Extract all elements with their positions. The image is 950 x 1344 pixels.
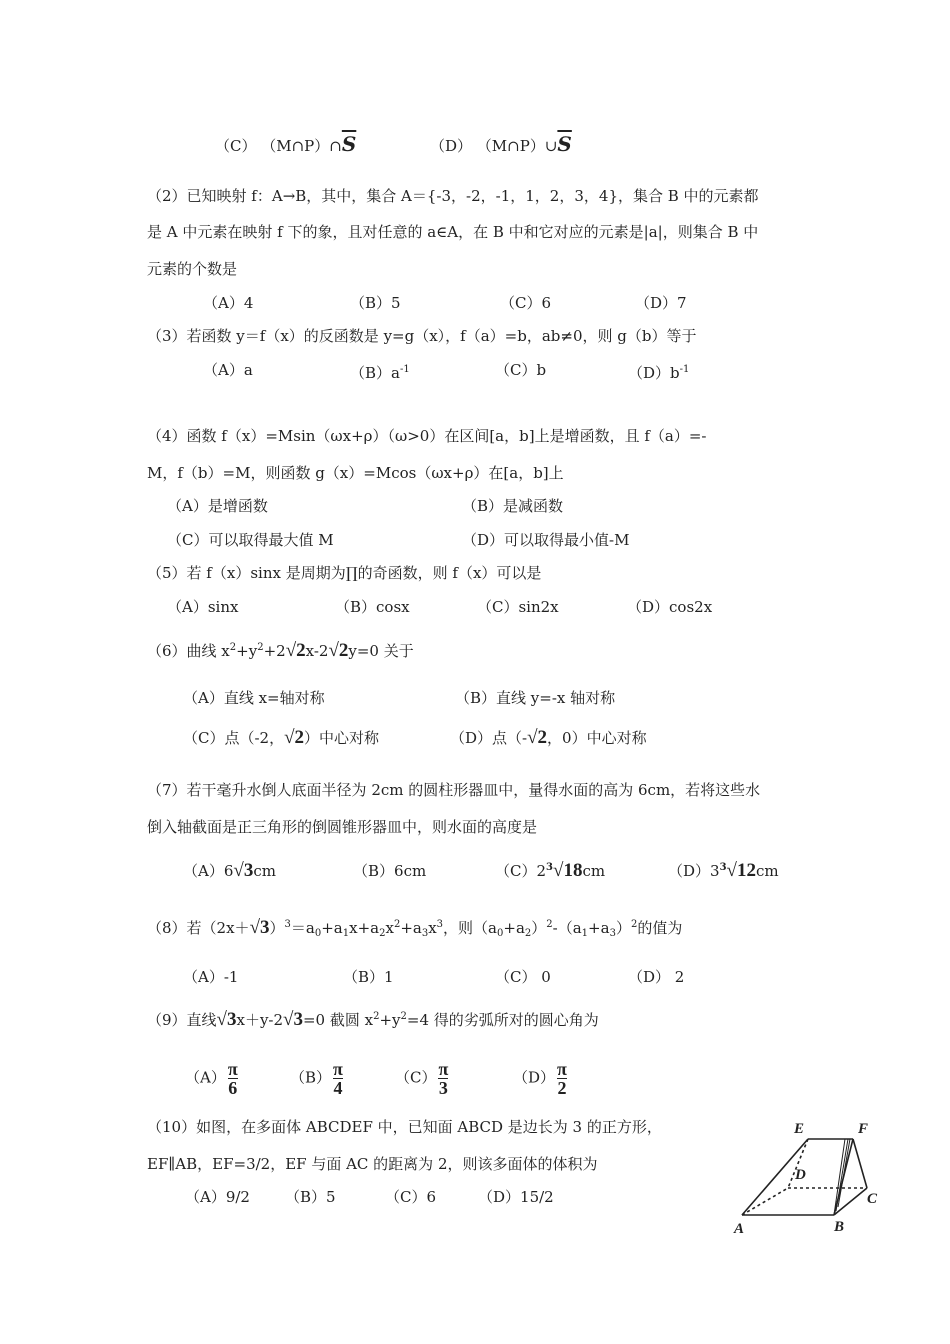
q3-option-c: （C）b: [495, 361, 547, 379]
pi-over-6: $\frac{\pi}{6}$: [227, 1059, 238, 1098]
q9-option-c: （C） $\frac{\pi}{3}$: [395, 1059, 449, 1098]
q10-option-b: （B）5: [285, 1188, 336, 1206]
polyhedron-figure: [730, 1115, 890, 1240]
q8-stem: （8）若$(2x+√3)^3=a_0+a_1x+a_2x^2+a_3x^3$，则$(a_0+a_2)^2-(a_1+a_3)^2$的值为: [147, 917, 683, 939]
label-d: D: [795, 1167, 806, 1183]
q6-option-d: （D）点（-√2，0）中心对称: [450, 727, 647, 748]
q2-option-a: （A）4: [203, 294, 254, 312]
q10-option-d: （D）15/2: [478, 1188, 554, 1206]
q5-stem: （5）若 f（x）sinx 是周期为∏的奇函数，则 f（x）可以是: [147, 564, 542, 582]
q4-option-b: （B）是减函数: [462, 497, 564, 515]
q5-option-d: （D）cos2x: [627, 598, 713, 616]
q4-option-c: （C）可以取得最大值 M: [167, 531, 334, 549]
edge-ad-hidden: [742, 1188, 788, 1215]
q7-option-c: $(C)2^3√18cm$: [495, 860, 606, 881]
q3-option-a: （A）a: [203, 361, 253, 379]
q5-option-a: （A）sinx: [167, 598, 239, 616]
q2-line2: 是 A 中元素在映射 f 下的象，且对任意的 a∈A，在 B 中和它对应的元素是|a|，则集合 B 中: [147, 223, 759, 241]
set-s-complement: $\overline{S}$: [557, 132, 572, 156]
q3-option-b: $(B)a^{-1}$: [350, 364, 410, 382]
label-e: E: [794, 1121, 805, 1137]
q10-option-a: （A）9/2: [185, 1188, 250, 1206]
q6-option-b: （B）直线 y=-x 轴对称: [455, 689, 616, 707]
face-shading: [836, 1139, 848, 1211]
q8-option-c: （C） 0: [495, 968, 551, 986]
q7-option-b: （B）6cm: [353, 862, 427, 880]
label-c: C: [867, 1191, 878, 1207]
q2-line3: 元素的个数是: [147, 260, 238, 278]
q7-line1: （7）若干毫升水倒人底面半径为 2cm 的圆柱形器皿中，量得水面的高为 6cm，若将这些水: [147, 781, 761, 799]
q7-option-d: $(D)3^3√12cm$: [668, 860, 779, 881]
set-s-complement: $\overline{S}$: [341, 132, 357, 156]
q2-option-d: （D）7: [635, 294, 687, 312]
q2-line1: （2）已知映射 f：A→B，其中，集合 A＝{-3，-2，-1，1，2，3，4}，集合 B 中的元素都: [147, 187, 759, 205]
edge-fc: [853, 1139, 867, 1188]
q2-option-c: （C）6: [500, 294, 552, 312]
q9-option-b: （B） $\frac{\pi}{4}$: [290, 1059, 343, 1098]
q3-option-d: $(D)b^{-1}$: [628, 364, 690, 382]
label-f: F: [858, 1121, 869, 1137]
q4-option-a: （A）是增函数: [167, 497, 268, 515]
pi-over-2: $\frac{\pi}{2}$: [557, 1059, 567, 1098]
q8-option-b: （B）1: [343, 968, 394, 986]
q1-option-c: （C） $(M\cap P)\cap\overline{S}$: [215, 132, 357, 156]
q7-line2: 倒入轴截面是正三角形的倒圆锥形器皿中，则水面的高度是: [147, 818, 538, 836]
q10-line2: EF∥AB，EF=3/2，EF 与面 AC 的距离为 2，则该多面体的体积为: [147, 1155, 598, 1173]
q7-option-a: （A）6√3cm: [183, 860, 276, 881]
q9-stem: （9）直线√3x＋y-2√3=0 截圆 $x^2+y^2=4$ 得的劣弧所对的圆心角为: [147, 1009, 599, 1030]
q8-option-a: （A）-1: [183, 968, 239, 986]
q6-option-a: （A）直线 x=轴对称: [183, 689, 325, 707]
q4-line2: M，f（b）=M，则函数 g（x）=Mcos（ωx+ρ）在[a，b]上: [147, 464, 564, 482]
q4-line1: （4）函数 f（x）=Msin（ωx+ρ）（ω>0）在区间[a，b]上是增函数，且 f（a）=-: [147, 427, 707, 445]
q1-option-d: （D） $(M\cap P)\cup\overline{S}$: [430, 132, 572, 156]
q4-option-d: （D）可以取得最小值-M: [462, 531, 630, 549]
q5-option-c: （C）sin2x: [477, 598, 559, 616]
q6-option-c: （C）点（-2，√2）中心对称: [183, 727, 380, 748]
q9-option-d: （D） $\frac{\pi}{2}$: [513, 1059, 567, 1098]
pi-over-3: $\frac{\pi}{3}$: [438, 1059, 449, 1098]
q3-stem: （3）若函数 y＝f（x）的反函数是 y=g（x），f（a）=b，ab≠0，则 g（b）等于: [147, 327, 697, 345]
q9-option-a: （A） $\frac{\pi}{6}$: [185, 1059, 238, 1098]
label-b: B: [834, 1219, 845, 1235]
label-a: A: [734, 1221, 745, 1237]
q10-line1: （10）如图，在多面体 ABCDEF 中，已知面 ABCD 是边长为 3 的正方形，: [147, 1118, 662, 1136]
pi-over-4: $\frac{\pi}{4}$: [333, 1059, 343, 1098]
q5-option-b: （B）cosx: [335, 598, 410, 616]
q10-option-c: （C）6: [385, 1188, 437, 1206]
q2-option-b: （B）5: [350, 294, 401, 312]
q6-stem: （6）曲线 $x^2+y^2+2√2x-2√2y=0$ 关于: [147, 640, 414, 661]
q8-option-d: （D） 2: [628, 968, 685, 986]
